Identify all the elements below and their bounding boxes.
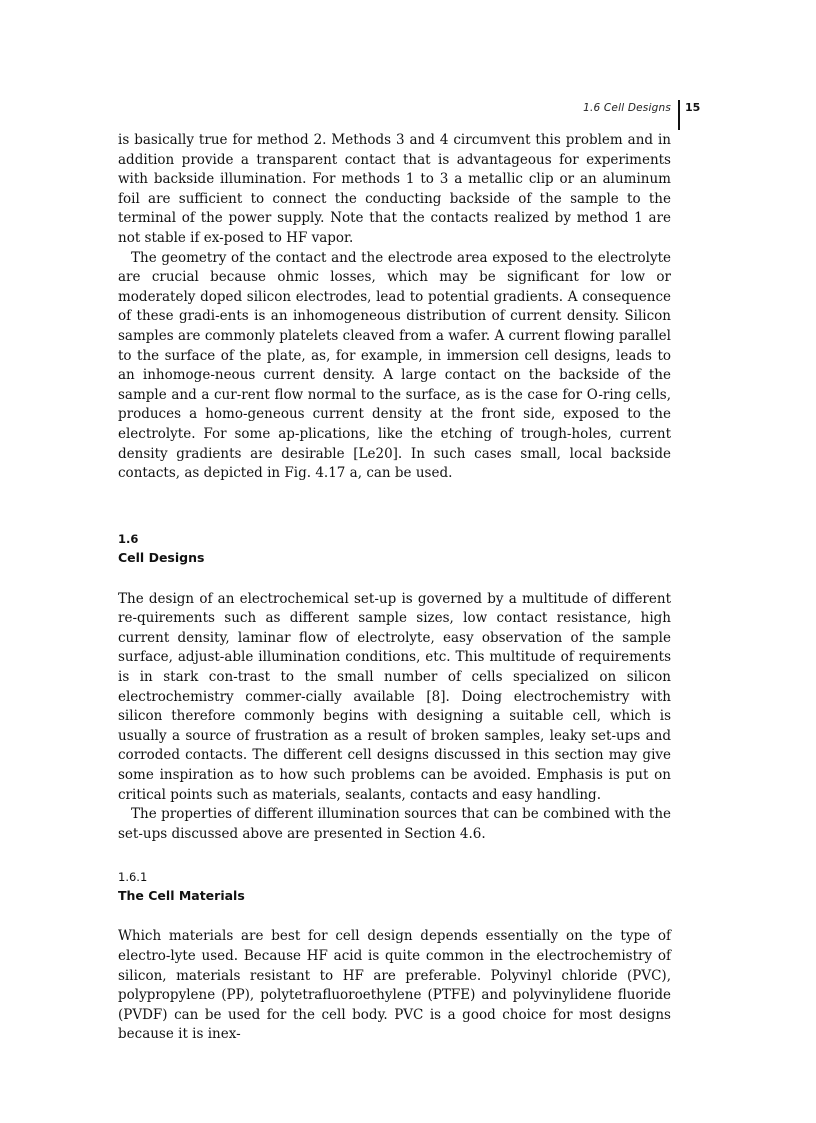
section-heading-1-6-1 [118,868,671,905]
body-text [118,131,671,1045]
section-heading-1-6 [118,530,671,567]
header-rule [678,100,680,130]
paragraph-cell-design-intro: The design of an electrochemical set-up is governed by a multitude of different re-quirements such as different sample sizes, low contact resistance, high current density, laminar flow of electrolyte, easy observation of the sample surface, adjust-able illumination conditions, etc. This multitude of requirements is in stark con-trast to the small number of cells specialized on silicon electrochemistry commer-cially available [8]. Doing electrochemistry with silicon therefore commonly begins with designing a suitable cell, which is usually a source of frustration as a result of broken samples, leaky set-ups and corroded contacts. The different cell designs discussed in this section may give some inspiration as to how such problems can be avoided. Emphasis is put on critical points such as materials, sealants, contacts and easy handling. [118,590,671,803]
paragraph-cell-materials: Which materials are best for cell design depends essentially on the type of electro-lyte used. Because HF acid is quite common in the electrochemistry of silicon, materials resistant to HF are preferable. Polyvinyl chloride (PVC), polypropylene (PP), polytetrafluoroethylene (PTFE) and polyvinylidene fluoride (PVDF) can be used for the cell body. PVC is a good choice for most designs because it is inex- [118,928,671,1043]
page-number: 15 [685,101,701,114]
paragraph-continuation: is basically true for method 2. Methods 3 and 4 circumvent this problem and in addition provide a transparent contact that is advantageous for experiments with backside illumination. For methods 1 to 3 a metallic clip or an aluminum foil are sufficient to connect the conducting backside of the sample to the terminal of the power supply. Note that the contacts realized by method 1 are not stable if ex-posed to HF vapor. [118,132,671,246]
section-title: Cell Designs [118,549,205,565]
section-number: 1.6 [118,531,139,546]
paragraph-contact-geometry: The geometry of the contact and the electrode area exposed to the electrolyte are crucial because ohmic losses, which may be significant for low or moderately doped silicon electrodes, lead to potential gradients. A consequence of these gradi-ents is an inhomogeneous distribution of current density. Silicon samples are commonly platelets cleaved from a wafer. A current flowing parallel to the surface of the plate, as, for example, in immersion cell designs, leads to an inhomoge-neous current density. A large contact on the backside of the sample and a cur-rent flow normal to the surface, as is the case for O-ring cells, produces a homo-geneous current density at the front side, exposed to the electrolyte. For some ap-plications, like the etching of trough-holes, current density gradients are desirable [Le20]. In such cases small, local backside contacts, as depicted in Fig. 4.17 a, can be used. [118,249,671,482]
subsection-number: 1.6.1 [118,870,148,885]
running-head: 1.6 Cell Designs [583,102,671,114]
paragraph-illumination: The properties of different illumination sources that can be combined with the set-ups discussed above are presented in Section 4.6. [118,806,671,842]
subsection-title: The Cell Materials [118,888,245,904]
